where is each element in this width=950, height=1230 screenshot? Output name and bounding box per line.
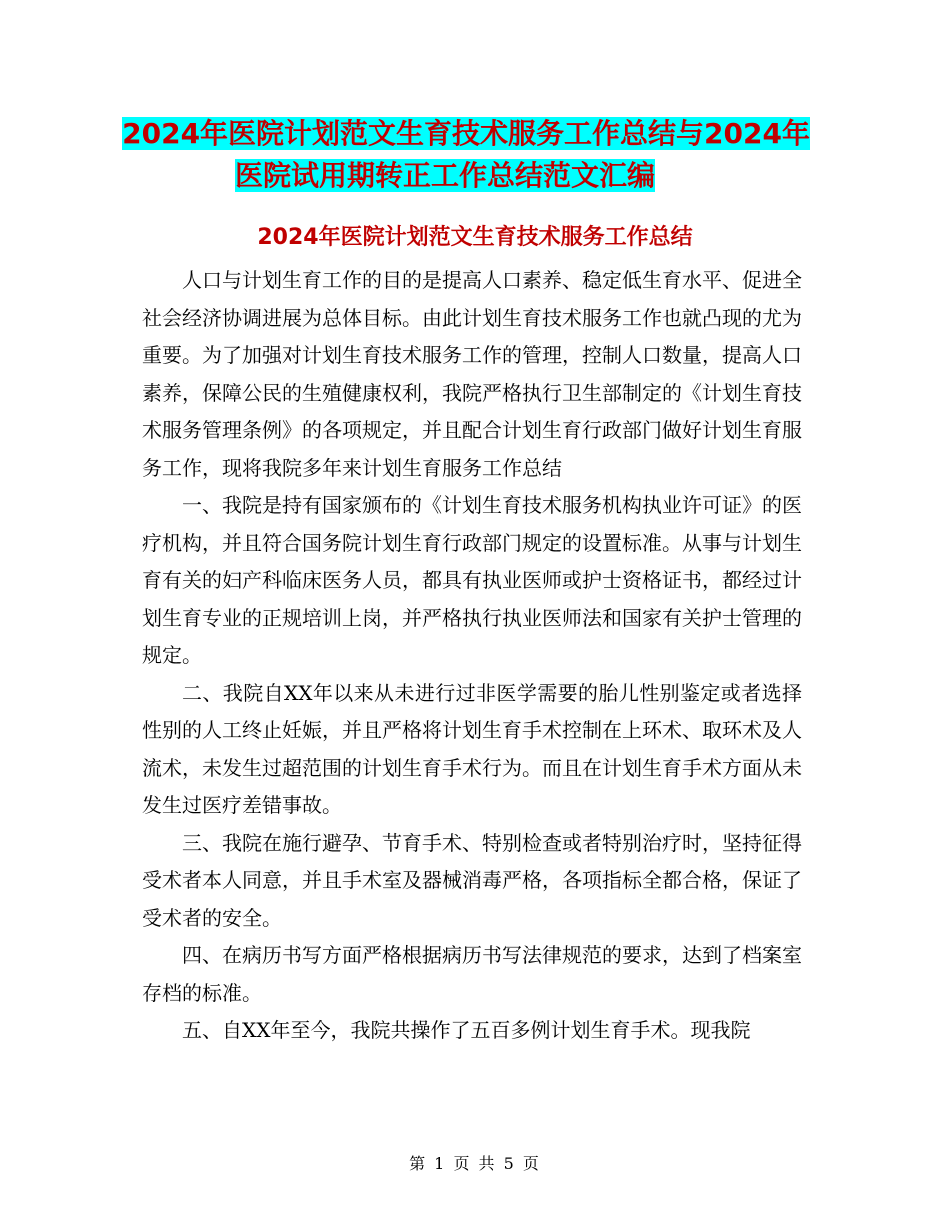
paragraph-2: 二、我院自XX年以来从未进行过非医学需要的胎儿性别鉴定或者选择性别的人工终止妊娠，并且严格将计划生育手术控制在上环术、取环术及人流术，未发生过超范围的计划生育手术行为。而且在计划生育手术方面从未发生过医疗差错事故。	[142, 680, 802, 817]
title-highlight-1: 2024年医院计划范文生育技术服务工作总结与2024年	[122, 117, 810, 150]
paragraph-3: 三、我院在施行避孕、节育手术、特别检查或者特别治疗时，坚持征得受术者本人同意，并且手术室及器械消毒严格，各项指标全都合格，保证了受术者的安全。	[142, 830, 802, 930]
title-highlight-2: 医院试用期转正工作总结范文汇编	[235, 159, 656, 192]
document-title-line-2	[235, 150, 835, 202]
paragraph-4: 四、在病历书写方面严格根据病历书写法律规范的要求，达到了档案室存档的标准。	[142, 943, 802, 1005]
document-body	[142, 262, 802, 1050]
paragraph-1: 一、我院是持有国家颁布的《计划生育技术服务机构执业许可证》的医疗机构，并且符合国务院计划生育行政部门规定的设置标准。从事与计划生育有关的妇产科临床医务人员，都具有执业医师或护士资格证书，都经过计划生育专业的正规培训上岗，并严格执行执业医师法和国家有关护士管理的规定。	[142, 493, 802, 667]
section-title: 2024年医院计划范文生育技术服务工作总结	[257, 225, 693, 250]
paragraph-5: 五、自XX年至今，我院共操作了五百多例计划生育手术。现我院	[182, 1018, 751, 1042]
page-footer: 第 1 页 共 5 页	[409, 1154, 541, 1173]
paragraph-intro: 人口与计划生育工作的目的是提高人口素养、稳定低生育水平、促进全社会经济协调进展为总体目标。由此计划生育技术服务工作也就凸现的尤为重要。为了加强对计划生育技术服务工作的管理，控制人口数量，提高人口素养，保障公民的生殖健康权利，我院严格执行卫生部制定的《计划生育技术服务管理条例》的各项规定，并且配合计划生育行政部门做好计划生育服务工作，现将我院多年来计划生育服务工作总结	[142, 268, 802, 480]
